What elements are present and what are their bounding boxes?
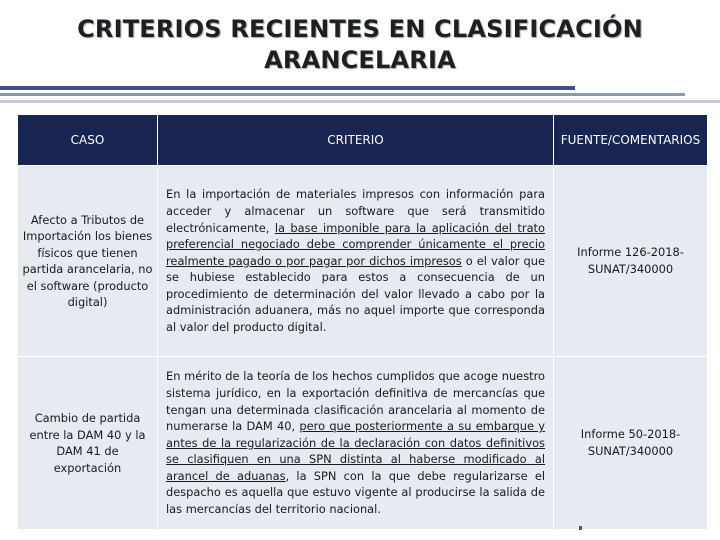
criterio-underlined-text: pero que posteriormente a su embarque y antes de la regularización de la declaración con datos definitivos se clasifiquen en una SPN distinta al haberse modificado al arancel de aduanas — [166, 419, 546, 483]
title-underline-rule — [0, 86, 575, 90]
title-underline-rule-2 — [0, 93, 685, 96]
table-header-row — [18, 115, 708, 166]
table-row — [18, 166, 708, 357]
fuente-cell: Informe 50-2018-SUNAT/340000 — [554, 357, 708, 530]
criterio-cell — [158, 166, 554, 357]
criterio-underlined-text: la base imponible para la aplicación del trato preferencial negociado debe comprender únicamente el precio realmente pagado o por pagar por dichos impresos — [166, 220, 545, 268]
criterio-text-end: , la SPN con la que debe regularizarse el despacho es aquella que estuvo vigente al producirse la salida de las mercancías del territorio nacional. — [166, 468, 545, 517]
page-title-line-2: ARANCELARIA — [264, 46, 456, 74]
criteria-table — [17, 114, 708, 530]
column-header-fuente: FUENTE/COMENTARIOS — [554, 115, 708, 166]
criterio-text: En la importación de materiales impresos con información para acceder y almacenar un software que será transmitido electrónicamente, — [166, 187, 545, 235]
slide-corner-mark — [579, 526, 582, 530]
page-title — [0, 14, 720, 76]
criterio-text: En mérito de la teoría de los hechos cumplidos que acoge nuestro sistema jurídico, en la exportación definitiva de mercancías que tengan una determinada clasificación arancelaria al momento de numerarse la DAM 40, — [166, 369, 545, 434]
caso-cell: Cambio de partida entre la DAM 40 y la DAM 41 de exportación — [18, 357, 158, 530]
title-underline-rule-3 — [0, 100, 720, 103]
table-row — [18, 357, 708, 530]
criterio-text-end: o el valor que se hubiese establecido para estos a consecuencia de un procedimiento de determinación del valor llevado a cabo por la administración aduanera, más no aquel importe que corresponda al valor del producto digital. — [166, 253, 545, 335]
page-title-line-1: CRITERIOS RECIENTES EN CLASIFICACIÓN — [77, 15, 643, 43]
caso-cell: Afecto a Tributos de Importación los bienes físicos que tienen partida arancelaria, no el software (producto digital) — [18, 166, 158, 357]
fuente-cell: Informe 126-2018-SUNAT/340000 — [554, 166, 708, 357]
column-header-caso: CASO — [18, 115, 158, 166]
column-header-criterio: CRITERIO — [158, 115, 554, 166]
criterio-cell — [158, 357, 554, 530]
